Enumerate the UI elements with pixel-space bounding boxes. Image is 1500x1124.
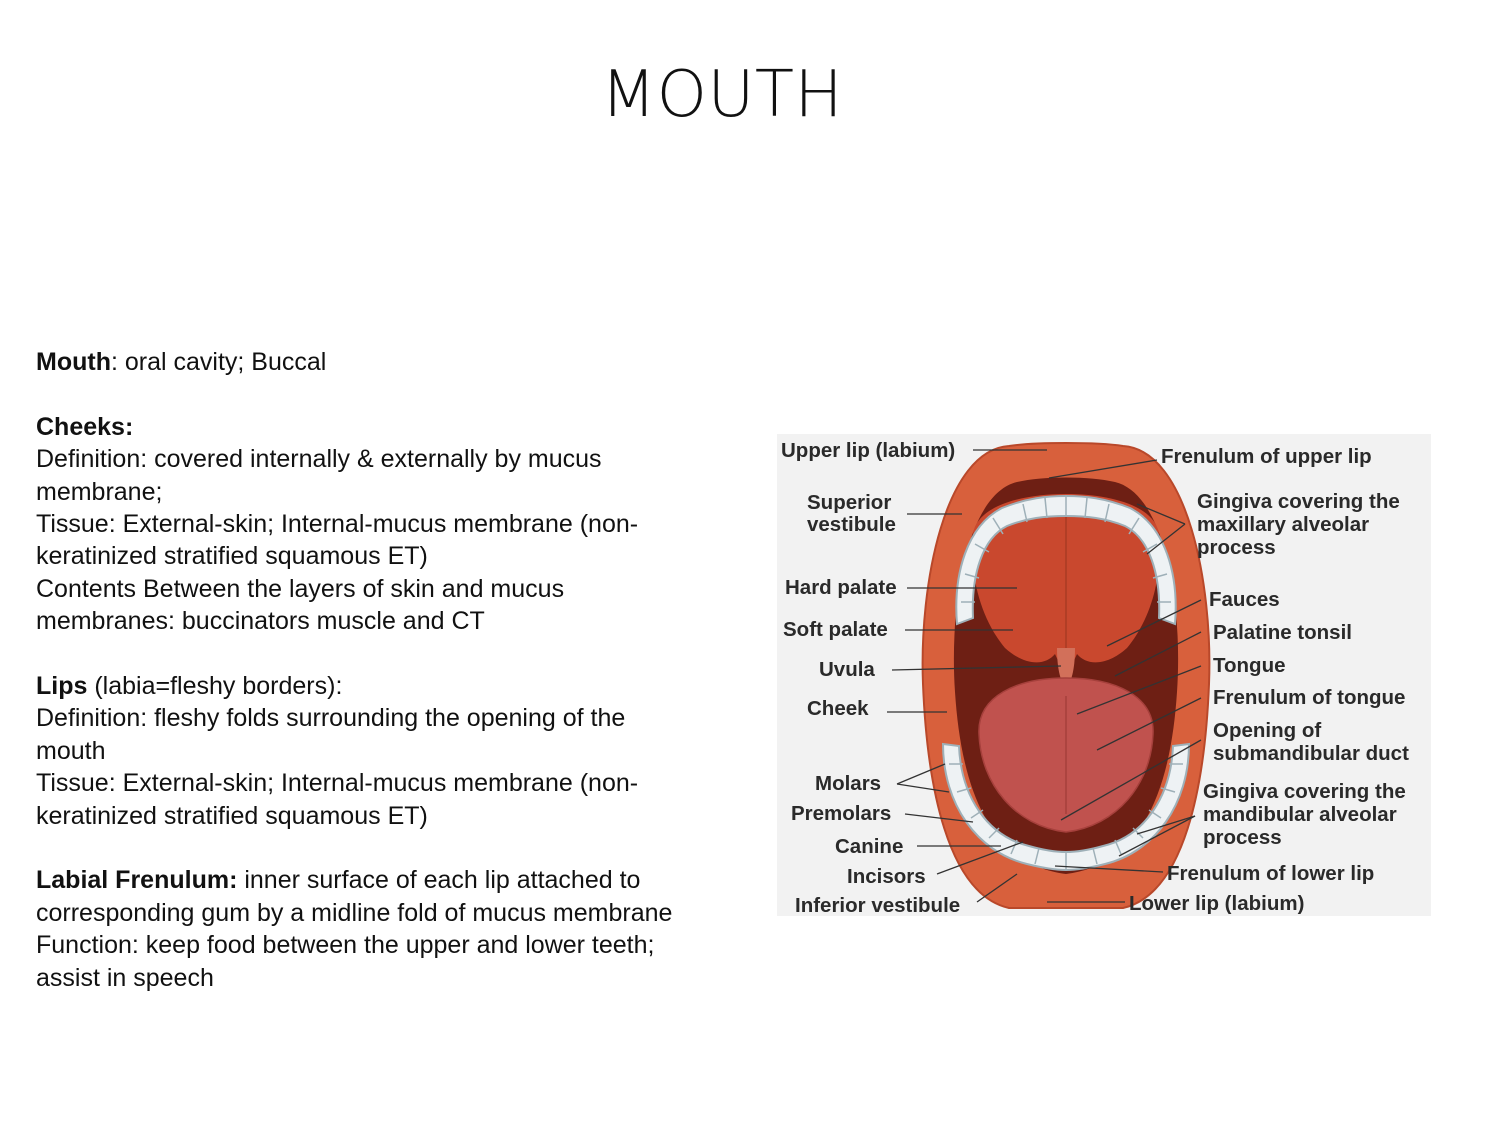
page-title: MOUTH [600,58,844,132]
label-fauces: Fauces [1209,588,1280,611]
label-frenulum-lower-lip: Frenulum of lower lip [1167,862,1375,885]
label-inferior-vestibule: Inferior vestibule [795,894,961,916]
labial-term: Labial Frenulum: [36,866,238,895]
label-gingiva-maxillary: maxillary alveolar [1197,513,1370,536]
lips-line: Definition: fleshy folds surrounding the opening of the [36,704,626,733]
label-frenulum-tongue: Frenulum of tongue [1213,686,1406,709]
label-gingiva-mandibular: Gingiva covering the [1203,780,1406,803]
lips-heading: Lips (labia=fleshy borders): [36,672,343,701]
cheeks-line: membrane; [36,477,163,506]
label-premolars: Premolars [791,802,892,825]
label-cheek: Cheek [807,697,869,720]
label-superior-vestibule: vestibule [807,513,896,536]
label-uvula: Uvula [819,658,875,681]
notes-text [36,346,736,994]
label-upper-lip: Upper lip (labium) [781,439,956,462]
lips-line: keratinized stratified squamous ET) [36,801,428,830]
labial-line: Function: keep food between the upper and lower teeth; [36,931,655,960]
label-gingiva-mandibular: mandibular alveolar [1203,803,1397,826]
label-submandibular-duct: Opening of [1213,719,1322,742]
label-lower-lip: Lower lip (labium) [1129,892,1305,915]
label-submandibular-duct: submandibular duct [1213,742,1409,765]
lips-line: mouth [36,736,106,765]
cheeks-heading: Cheeks: [36,412,134,441]
cheeks-line: Tissue: External-skin; Internal-mucus membrane (non- [36,510,639,539]
cheeks-line: Contents Between the layers of skin and mucus [36,574,565,603]
mouth-term: Mouth [36,348,111,376]
labial-heading: Labial Frenulum: inner surface of each lip attached to [36,866,641,895]
label-incisors: Incisors [847,865,926,888]
lips-line: Tissue: External-skin; Internal-mucus membrane (non- [36,769,639,798]
label-hard-palate: Hard palate [785,576,897,599]
labial-line: corresponding gum by a midline fold of mucus membrane [36,898,673,927]
cheeks-line: Definition: covered internally & externally by mucus [36,445,602,474]
label-canine: Canine [835,835,904,858]
mouth-definition: Mouth: oral cavity; Buccal [36,348,327,376]
label-tongue: Tongue [1213,654,1286,677]
cheeks-line: keratinized stratified squamous ET) [36,542,428,571]
labial-line: assist in speech [36,963,214,992]
label-soft-palate: Soft palate [783,618,888,641]
label-gingiva-maxillary: process [1197,536,1276,559]
label-gingiva-maxillary: Gingiva covering the [1197,490,1400,513]
label-superior-vestibule: Superior [807,491,892,514]
mouth-illustration [777,434,1431,916]
lips-term: Lips [36,672,88,701]
label-frenulum-upper-lip: Frenulum of upper lip [1161,445,1372,468]
label-molars: Molars [815,772,882,795]
label-palatine-tonsil: Palatine tonsil [1213,621,1352,644]
mouth-anatomy-figure [777,434,1431,916]
label-gingiva-mandibular: process [1203,826,1282,849]
cheeks-line: membranes: buccinators muscle and CT [36,607,485,636]
